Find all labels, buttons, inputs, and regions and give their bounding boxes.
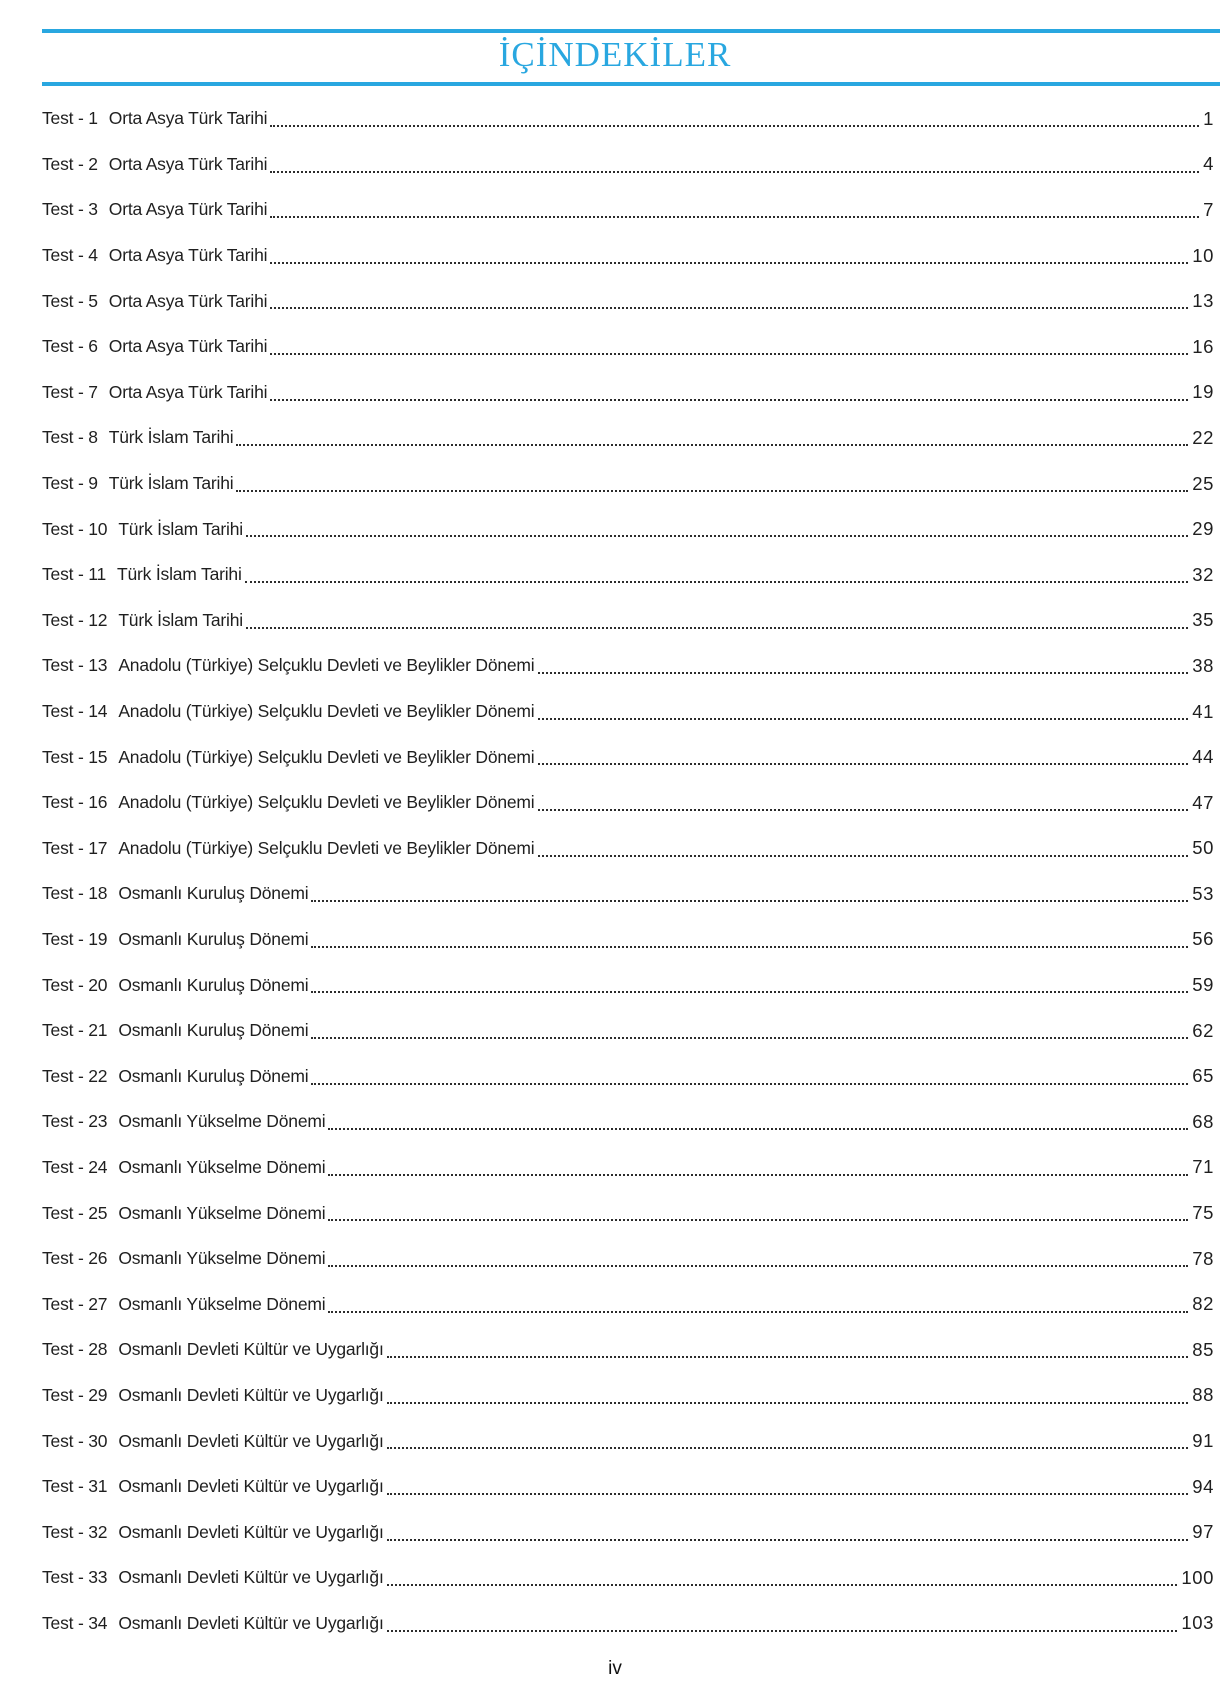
- toc-entry-title: Osmanlı Yükselme Dönemi: [118, 1156, 326, 1177]
- toc-entry-label: Test - 17: [42, 837, 108, 858]
- toc-entry-text: [42, 1613, 384, 1634]
- toc-page-number: 94: [1192, 1475, 1214, 1497]
- toc-entry: [42, 415, 1222, 461]
- toc-leader-dots: [328, 1190, 1188, 1236]
- toc-entry-title: Osmanlı Devleti Kültür ve Uygarlığı: [118, 1567, 384, 1588]
- toc-page-number: 1: [1203, 107, 1214, 129]
- toc-entry-text: [42, 427, 233, 448]
- toc-entry-text: [42, 610, 243, 631]
- toc-entry-label: Test - 30: [42, 1430, 108, 1451]
- toc-entry-title: Orta Asya Türk Tarihi: [108, 336, 268, 357]
- toc-leader-dots: [387, 1464, 1189, 1510]
- toc-page-number: 103: [1181, 1612, 1214, 1634]
- toc-leader-dots: [538, 643, 1189, 689]
- toc-entry-title: Anadolu (Türkiye) Selçuklu Devleti ve Beylikler Dönemi: [118, 837, 535, 858]
- toc-entry-text: [42, 1522, 384, 1543]
- toc-leader-dots: [311, 962, 1188, 1008]
- toc-page-number: 82: [1192, 1293, 1214, 1315]
- toc-entry-title: Osmanlı Yükselme Dönemi: [118, 1111, 326, 1132]
- toc-entry-text: [42, 108, 267, 129]
- toc-entry: [42, 826, 1222, 872]
- toc-entry: [42, 1099, 1222, 1145]
- toc-entry-label: Test - 10: [42, 518, 108, 539]
- toc-entry-label: Test - 22: [42, 1065, 108, 1086]
- header-rule-bottom: [42, 82, 1220, 86]
- toc-entry: [42, 871, 1222, 917]
- toc-leader-dots: [387, 1327, 1189, 1373]
- toc-leader-dots: [328, 1145, 1188, 1191]
- footer-page-number: iv: [608, 1658, 622, 1679]
- toc-entry-text: [42, 291, 267, 312]
- toc-page-number: 85: [1192, 1338, 1214, 1360]
- page-title: İÇİNDEKİLER: [498, 35, 732, 74]
- toc-entry-title: Orta Asya Türk Tarihi: [108, 290, 268, 311]
- toc-leader-dots: [270, 96, 1199, 142]
- toc-entry-title: Osmanlı Devleti Kültür ve Uygarlığı: [118, 1384, 384, 1405]
- toc-page-number: 4: [1203, 153, 1214, 175]
- toc-page-number: 16: [1192, 335, 1214, 357]
- toc-entry-text: [42, 1203, 325, 1224]
- toc-entry-text: [42, 1294, 325, 1315]
- toc-page-number: 50: [1192, 837, 1214, 859]
- toc-entry-title: Osmanlı Kuruluş Dönemi: [118, 974, 309, 995]
- toc-entry-label: Test - 31: [42, 1476, 108, 1497]
- toc-entry: [42, 1373, 1222, 1419]
- toc-leader-dots: [538, 734, 1189, 780]
- toc-leader-dots: [270, 187, 1199, 233]
- toc-entry-title: Osmanlı Kuruluş Dönemi: [118, 1020, 309, 1041]
- toc-entry-label: Test - 20: [42, 974, 108, 995]
- toc-entry-text: [42, 747, 535, 768]
- toc-entry: [42, 1601, 1222, 1647]
- toc-entry-label: Test - 6: [42, 336, 98, 357]
- toc-entry-label: Test - 2: [42, 153, 98, 174]
- toc-entry-text: [42, 1066, 308, 1087]
- toc-entry-text: [42, 154, 267, 175]
- toc-page-number: 91: [1192, 1430, 1214, 1452]
- toc-entry: [42, 1509, 1222, 1555]
- toc-entry-text: [42, 929, 308, 950]
- toc-entry-label: Test - 12: [42, 609, 108, 630]
- toc-entry-label: Test - 26: [42, 1248, 108, 1269]
- toc-entry-title: Osmanlı Kuruluş Dönemi: [118, 883, 309, 904]
- toc-entry-label: Test - 33: [42, 1567, 108, 1588]
- toc-page-number: 22: [1192, 426, 1214, 448]
- toc-leader-dots: [270, 142, 1199, 188]
- toc-leader-dots: [236, 415, 1188, 461]
- toc-leader-dots: [246, 598, 1188, 644]
- toc-leader-dots: [311, 917, 1188, 963]
- toc-entry-label: Test - 7: [42, 381, 98, 402]
- toc-page-number: 97: [1192, 1521, 1214, 1543]
- toc-page-number: 10: [1192, 244, 1214, 266]
- toc-entry-label: Test - 15: [42, 746, 108, 767]
- toc-page-number: 78: [1192, 1247, 1214, 1269]
- toc-entry-title: Osmanlı Devleti Kültür ve Uygarlığı: [118, 1339, 384, 1360]
- toc-entry: [42, 643, 1222, 689]
- toc-entry-text: [42, 1020, 308, 1041]
- toc-entry-label: Test - 18: [42, 883, 108, 904]
- toc-leader-dots: [538, 689, 1189, 735]
- toc-entry-text: [42, 883, 308, 904]
- toc-entry: [42, 370, 1222, 416]
- toc-page-number: 71: [1192, 1156, 1214, 1178]
- toc-entry-text: [42, 1111, 325, 1132]
- toc-entry: [42, 1190, 1222, 1236]
- toc-entry-text: [42, 838, 535, 859]
- toc-leader-dots: [328, 1281, 1188, 1327]
- toc-page-number: 75: [1192, 1202, 1214, 1224]
- toc-page-number: 56: [1192, 928, 1214, 950]
- toc-page-number: 47: [1192, 791, 1214, 813]
- toc-entry-title: Anadolu (Türkiye) Selçuklu Devleti ve Beylikler Dönemi: [118, 746, 535, 767]
- toc-entry-label: Test - 9: [42, 473, 98, 494]
- toc-page-number: 13: [1192, 290, 1214, 312]
- toc-entry-title: Orta Asya Türk Tarihi: [108, 381, 268, 402]
- toc-entry: [42, 506, 1222, 552]
- toc-entry-label: Test - 13: [42, 655, 108, 676]
- toc-entry-text: [42, 564, 242, 585]
- toc-entry-label: Test - 29: [42, 1384, 108, 1405]
- toc-leader-dots: [270, 324, 1188, 370]
- toc-entry: [42, 1555, 1222, 1601]
- toc-entry-label: Test - 27: [42, 1293, 108, 1314]
- toc-entry: [42, 734, 1222, 780]
- toc-entry-text: [42, 1476, 384, 1497]
- toc-entry-text: [42, 519, 243, 540]
- toc-entry-title: Orta Asya Türk Tarihi: [108, 245, 268, 266]
- toc-entry: [42, 780, 1222, 826]
- toc-entry-text: [42, 473, 233, 494]
- toc-page-number: 38: [1192, 654, 1214, 676]
- toc-page-number: 41: [1192, 700, 1214, 722]
- toc-entry-title: Türk İslam Tarihi: [118, 609, 243, 630]
- toc-entry-title: Osmanlı Devleti Kültür ve Uygarlığı: [118, 1476, 384, 1497]
- toc-entry-title: Osmanlı Devleti Kültür ve Uygarlığı: [118, 1612, 384, 1633]
- toc-page-number: 32: [1192, 563, 1214, 585]
- toc-entry-label: Test - 8: [42, 427, 98, 448]
- toc-entry-title: Orta Asya Türk Tarihi: [108, 199, 268, 220]
- toc-entry-title: Osmanlı Yükselme Dönemi: [118, 1248, 326, 1269]
- toc-entry-title: Osmanlı Yükselme Dönemi: [118, 1202, 326, 1223]
- toc-entry-label: Test - 24: [42, 1156, 108, 1177]
- toc-entry-text: [42, 701, 535, 722]
- toc-entry: [42, 552, 1222, 598]
- toc-entry-text: [42, 975, 308, 996]
- toc-entry-text: [42, 1339, 384, 1360]
- toc-leader-dots: [245, 552, 1189, 598]
- toc-entry-title: Osmanlı Devleti Kültür ve Uygarlığı: [118, 1430, 384, 1451]
- toc-leader-dots: [270, 370, 1188, 416]
- toc-page-number: 68: [1192, 1110, 1214, 1132]
- toc-leader-dots: [311, 1008, 1188, 1054]
- toc-entry: [42, 1053, 1222, 1099]
- toc-entry-title: Orta Asya Türk Tarihi: [108, 153, 268, 174]
- toc-entry-label: Test - 34: [42, 1612, 108, 1633]
- toc-leader-dots: [311, 1053, 1188, 1099]
- toc-entry-text: [42, 1567, 384, 1588]
- toc-entry-title: Osmanlı Devleti Kültür ve Uygarlığı: [118, 1521, 384, 1542]
- toc-entry: [42, 962, 1222, 1008]
- toc-entry: [42, 142, 1222, 188]
- toc-entry-label: Test - 3: [42, 199, 98, 220]
- toc-entry: [42, 233, 1222, 279]
- toc-entry: [42, 278, 1222, 324]
- toc-entry: [42, 96, 1222, 142]
- toc-page-number: 62: [1192, 1019, 1214, 1041]
- toc-entry: [42, 1464, 1222, 1510]
- toc-entry: [42, 1281, 1222, 1327]
- toc-list: [42, 96, 1222, 1646]
- toc-page-number: 100: [1181, 1566, 1214, 1588]
- toc-entry-label: Test - 16: [42, 792, 108, 813]
- toc-entry-text: [42, 792, 535, 813]
- toc-leader-dots: [311, 871, 1188, 917]
- toc-entry-title: Anadolu (Türkiye) Selçuklu Devleti ve Beylikler Dönemi: [118, 655, 535, 676]
- toc-entry-label: Test - 14: [42, 701, 108, 722]
- toc-entry-title: Türk İslam Tarihi: [108, 473, 234, 494]
- toc-entry-title: Anadolu (Türkiye) Selçuklu Devleti ve Beylikler Dönemi: [118, 701, 535, 722]
- toc-entry-text: [42, 336, 267, 357]
- toc-page-number: 44: [1192, 746, 1214, 768]
- toc-page-number: 25: [1192, 472, 1214, 494]
- toc-page-number: 19: [1192, 381, 1214, 403]
- toc-entry-label: Test - 25: [42, 1202, 108, 1223]
- toc-entry: [42, 461, 1222, 507]
- toc-entry: [42, 689, 1222, 735]
- toc-entry: [42, 917, 1222, 963]
- toc-leader-dots: [328, 1099, 1188, 1145]
- toc-entry: [42, 187, 1222, 233]
- toc-leader-dots: [538, 826, 1189, 872]
- toc-entry-text: [42, 1385, 384, 1406]
- toc-entry-text: [42, 199, 267, 220]
- toc-entry-text: [42, 1157, 325, 1178]
- toc-entry: [42, 1327, 1222, 1373]
- toc-page-number: 65: [1192, 1065, 1214, 1087]
- toc-entry-label: Test - 4: [42, 245, 98, 266]
- toc-entry-text: [42, 245, 267, 266]
- toc-entry-text: [42, 382, 267, 403]
- toc-entry-label: Test - 21: [42, 1020, 108, 1041]
- toc-page-number: 59: [1192, 974, 1214, 996]
- toc-entry-title: Türk İslam Tarihi: [108, 427, 234, 448]
- toc-entry-title: Osmanlı Yükselme Dönemi: [118, 1293, 326, 1314]
- toc-entry-label: Test - 5: [42, 290, 98, 311]
- toc-leader-dots: [236, 461, 1188, 507]
- toc-leader-dots: [538, 780, 1189, 826]
- toc-entry: [42, 324, 1222, 370]
- toc-page-number: 53: [1192, 882, 1214, 904]
- toc-entry: [42, 1418, 1222, 1464]
- toc-page-number: 7: [1203, 198, 1214, 220]
- toc-entry-text: [42, 1248, 325, 1269]
- toc-entry-title: Türk İslam Tarihi: [118, 518, 243, 539]
- toc-leader-dots: [328, 1236, 1188, 1282]
- toc-entry-label: Test - 1: [42, 108, 98, 129]
- toc-entry-title: Osmanlı Kuruluş Dönemi: [118, 1065, 309, 1086]
- toc-leader-dots: [387, 1601, 1178, 1647]
- toc-leader-dots: [387, 1555, 1178, 1601]
- toc-leader-dots: [270, 278, 1188, 324]
- toc-leader-dots: [387, 1509, 1189, 1555]
- toc-entry-title: Orta Asya Türk Tarihi: [108, 108, 268, 129]
- toc-entry-title: Osmanlı Kuruluş Dönemi: [118, 928, 309, 949]
- toc-entry-text: [42, 1431, 384, 1452]
- toc-entry-label: Test - 28: [42, 1339, 108, 1360]
- toc-entry-title: Türk İslam Tarihi: [117, 564, 242, 585]
- toc-entry-label: Test - 23: [42, 1111, 108, 1132]
- header-rule-top: [42, 29, 1220, 33]
- toc-entry: [42, 1008, 1222, 1054]
- toc-page-number: 35: [1192, 609, 1214, 631]
- toc-leader-dots: [387, 1418, 1189, 1464]
- toc-entry: [42, 1236, 1222, 1282]
- toc-page-number: 29: [1192, 518, 1214, 540]
- toc-entry-title: Anadolu (Türkiye) Selçuklu Devleti ve Beylikler Dönemi: [118, 792, 535, 813]
- toc-entry-label: Test - 32: [42, 1521, 108, 1542]
- toc-entry: [42, 1145, 1222, 1191]
- toc-entry-label: Test - 19: [42, 928, 108, 949]
- toc-leader-dots: [387, 1373, 1189, 1419]
- toc-entry-label: Test - 11: [42, 564, 107, 585]
- toc-leader-dots: [246, 506, 1188, 552]
- toc-entry: [42, 598, 1222, 644]
- toc-leader-dots: [270, 233, 1188, 279]
- toc-entry-text: [42, 655, 535, 676]
- toc-page-number: 88: [1192, 1384, 1214, 1406]
